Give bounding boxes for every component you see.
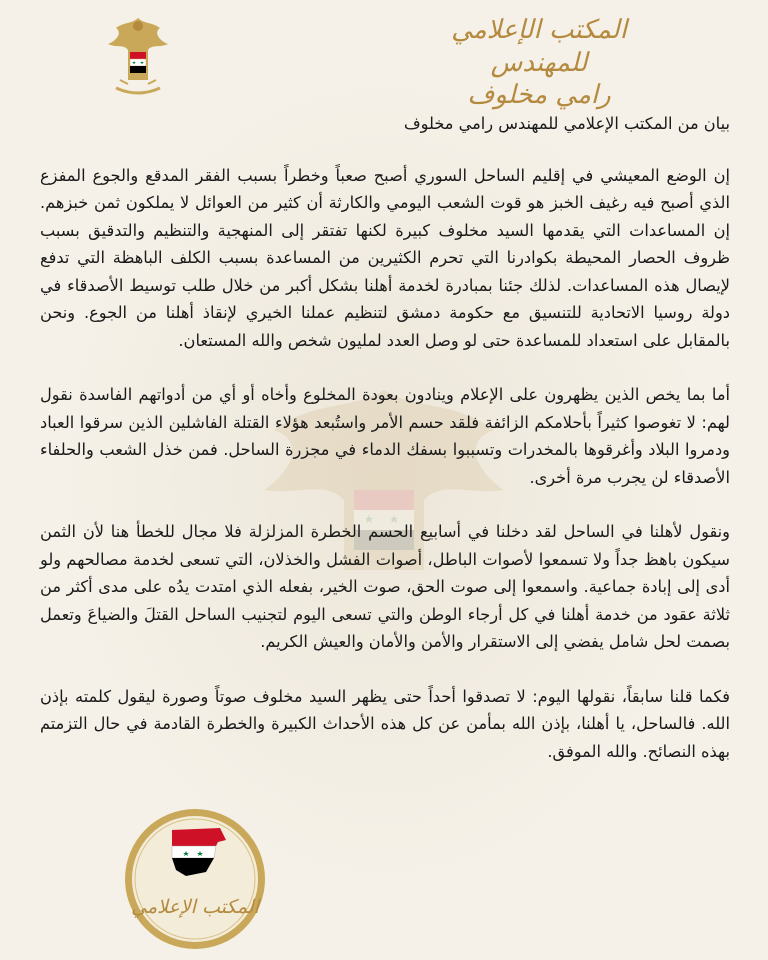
seal-caption: المكتب الإعلامي (131, 896, 259, 918)
paragraph-4: فكما قلنا سابقاً، نقولها اليوم: لا تصدقوا أحداً حتى يظهر السيد مخلوف صوتاً وصورة ليقول كلمته بإذن الله. فالساحل، يا أهلنا، بإذن الله بمأمن عن كل هذه الأحداث الكبيرة والخطرة القادمة في حال التزمتم بهذه النصائح. والله الموفق. (40, 686, 730, 761)
office-letterhead-title (404, 14, 674, 112)
paragraph-2: أما بما يخص الذين يظهرون على الإعلام وينادون بعودة المخلوع وأخاه أو أي من أدواتهم الفاسدة نقول لهم: لا تغوصوا كثيراً بأحلامكم الزائفة فلقد حسم الأمر واستُبعد هؤلاء القتلة الفاشلين الذين سرقوا العباد ودمروا البلاد وأغرقوها بالمخدرات وتسببوا بسفك الدماء في مجزرة الساحل. فمن خذل الشعب والحلفاء الأصدقاء لن يجرب مرة أخرى. (40, 385, 730, 487)
paragraph-3: ونقول لأهلنا في الساحل لقد دخلنا في أسابيع الحسم الخطرة المزلزلة فلا مجال للخطأ هنا لأن الثمن سيكون باهظ جداً ولا تسمعوا لأصوات الباطل، أصوات الفشل والخذلان، التي تسعى لخدمة مصالحهم ولو أدى إلى إبادة جماعية. واسمعوا إلى صوت الحق، صوت الخير، بفعله الذي امتدت يدُه على مدى أكثر من ثلاثة عقود من خدمة أهلنا في كل أرجاء الوطن والتي تسعى اليوم لتجنيب الساحل القتلَ والضياعَ وتعمل بصمت لحل شامل يفضي إلى الاستقرار والأمن والأمان والعيش الكريم. (40, 522, 730, 651)
statement-body (40, 110, 730, 792)
gold-seal-icon (122, 806, 268, 952)
paragraph-1: إن الوضع المعيشي في إقليم الساحل السوري أصبح صعباً وخطراً بسبب الفقر المدقع والجوع المفزع الذي أصبح فيه رغيف الخبز هو قوت الشعب اليومي والكارثة أن كثير من العوائل لا يملكون ثمن خبزهم. إن المساعدات التي يقدمها السيد مخلوف كبيرة لكنها تفتقر إلى المنهجية والتنظيم والتدقيق بسبب ظروف الحصار المحيطة بكوادرنا التي تحرم الكثيرين من المساعدة بسبب الكلف الباهظة التي تدفع لإيصال هذه المساعدات. لذلك جئنا بمبادرة لخدمة أهلنا بشكل أكبر من خلال طلب توسيط الأصدقاء في دولة روسيا الاتحادية للتنسيق مع حكومة دمشق لتنظيم عملنا الخيري لإنقاذ أهلنا من الجوع. ونحن بالمقابل على استعداد للمساعدة حتى لو وصل العدد لمليون شخص والله المستعان. (40, 165, 730, 350)
statement-subject: بيان من المكتب الإعلامي للمهندس رامي مخلوف (403, 114, 730, 133)
media-office-seal (122, 806, 268, 952)
letterhead-line-1: المكتب الإعلامي للمهندس (451, 15, 627, 78)
letterhead-line-2: رامي مخلوف (467, 80, 611, 110)
syrian-eagle-emblem-icon (98, 14, 178, 104)
